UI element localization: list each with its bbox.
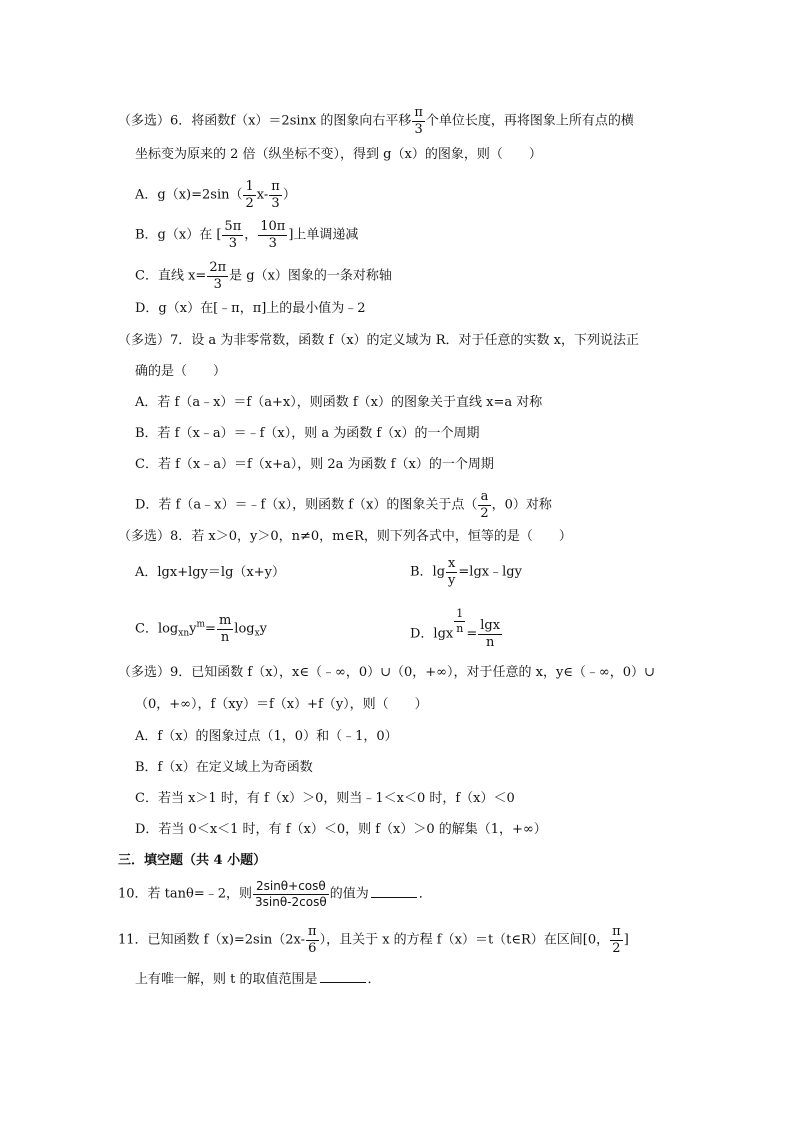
q8-option-d: D．lgx $\frac{1}{n}$ = $\frac{\lg x}{n}$ xyxy=(410,607,501,650)
section-title-fill-blank: 三．填空题（共 4 小题） xyxy=(118,853,267,868)
q11-stem-line1: 11．已知函数 f（x)=2sin（2x- $\frac{\pi}{6}$ ），且关于 x 的方程 f（x）＝t（t∈R）在区间[0， $\frac{\pi}{2}$ ] xyxy=(118,924,629,956)
q9-stem-line2: （0，+∞），f（xy）＝f（x）+f（y），则（ ） xyxy=(135,697,428,712)
q11-stem-line2: 上有唯一解，则 t 的取值范围是 ． xyxy=(135,972,381,987)
q8-option-c: C．$\log_{xn}y^m=$ $\frac{m}{n}$ $\log_xy$ xyxy=(135,613,268,645)
q10-stem: 10．若 tanθ=﹣2，则 $\frac{2\sin\theta+\cos\theta}{3\sin\theta-2\cos\theta}$ 的值为 ． xyxy=(118,879,432,909)
q7-option-c: C．若 f（x﹣a）＝f（x+a），则 2a 为函数 f（x）的一个周期 xyxy=(135,457,494,472)
q6-option-c: C．直线 x= $\frac{2\pi}{3}$ 是 g（x）图象的一条对称轴 xyxy=(135,260,392,292)
q11-answer-blank[interactable] xyxy=(320,972,366,983)
q7-stem-line2: 确的是（ ） xyxy=(135,364,227,379)
q7-stem-line1: （多选）7．设 a 为非零常数，函数 f（x）的定义域为 R．对于任意的实数 x，下列说法正 xyxy=(118,333,639,348)
q10-answer-blank[interactable] xyxy=(371,887,417,898)
q7-option-a: A．若 f（a﹣x）＝f（a+x），则函数 f（x）的图象关于直线 x=a 对称 xyxy=(135,395,543,410)
q9-option-a: A．f（x）的图象过点（1，0）和（﹣1，0） xyxy=(135,729,398,744)
q6-stem-function: f（x）＝2sinx 的图象向右平移 xyxy=(230,113,412,129)
q7-option-d: D．若 f（a﹣x）＝﹣f（x），则函数 f（x）的图象关于点（ $\frac{a}{2}$ ，0）对称 xyxy=(135,489,552,521)
q8-option-a: A．lgx+lgy＝lg（x+y） xyxy=(135,565,285,580)
q8-option-b: B．lg $\frac{x}{y}$ =lgx﹣lgy xyxy=(410,556,522,588)
q9-option-d: D．若当 0＜x＜1 时，有 f（x）＜0，则 f（x）＞0 的解集（1，+∞） xyxy=(135,822,547,837)
q9-option-b: B．f（x）在定义域上为奇函数 xyxy=(135,760,313,775)
q9-stem-line1: （多选）9．已知函数 f（x），x∈（﹣∞，0）∪（0，+∞），对于任意的 x，y∈（﹣∞，0）∪ xyxy=(118,665,655,680)
q6-option-a: A．g（x)=2sin（ $\frac{1}{2}$ x- $\frac{\pi}{3}$ ） xyxy=(135,179,296,211)
q7-option-b: B．若 f（x﹣a）＝﹣f（x），则 a 为函数 f（x）的一个周期 xyxy=(135,426,480,441)
q6-shift-fraction: $\frac{\pi}{3}$ xyxy=(414,105,423,137)
q6-stem-suffix: 个单位长度，再将图象上所有点的横 xyxy=(425,113,634,129)
q6-stem-line2: 坐标变为原来的 2 倍（纵坐标不变），得到 g（x）的图象，则（ ） xyxy=(135,147,542,162)
q6-stem-line1 xyxy=(118,106,634,136)
q9-option-c: C．若当 x＞1 时，有 f（x）＞0，则当﹣1＜x＜0 时，f（x）＜0 xyxy=(135,791,515,806)
q8-stem: （多选）8．若 x＞0，y＞0，n≠0，m∈R，则下列各式中，恒等的是（ ） xyxy=(118,529,572,544)
q6-option-d: D．g（x）在[﹣π，π]上的最小值为﹣2 xyxy=(135,301,366,316)
q6-stem-prefix: （多选）6．将函数 xyxy=(118,113,231,129)
q6-option-b: B．g（x）在 [ $\frac{5\pi}{3}$ ， $\frac{10\pi}{3}$ ]上单调递减 xyxy=(135,219,359,251)
